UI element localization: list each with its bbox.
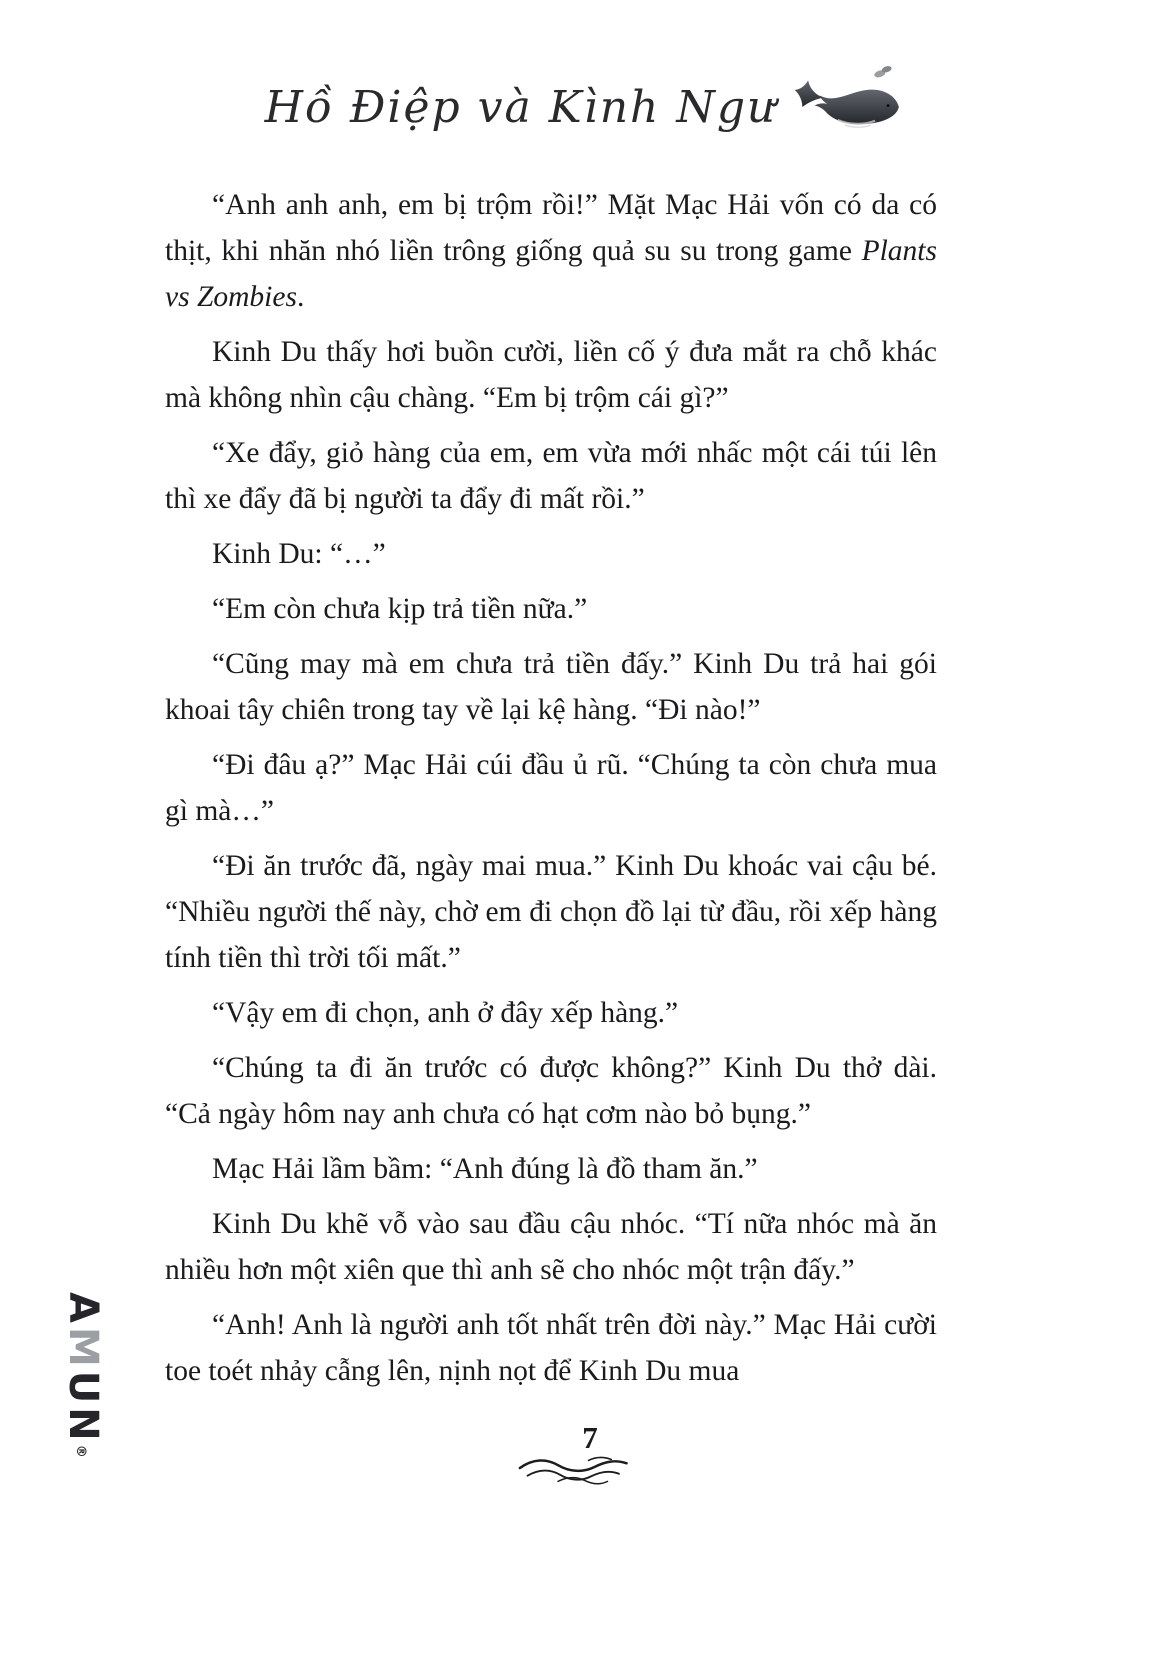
logo-letters: UN xyxy=(60,1370,106,1445)
paragraph-text: . xyxy=(296,281,305,313)
butterfly-icon xyxy=(873,65,893,79)
paragraph: “Anh! Anh là người anh tốt nhất trên đời này.” Mạc Hải cười toe toét nhảy cẫng lên, nịnh nọt để Kinh Du mua xyxy=(165,1309,937,1387)
paragraph: “Xe đẩy, giỏ hàng của em, em vừa mới nhấc một cái túi lên thì xe đẩy đã bị người ta đẩy đi mất rồi.” xyxy=(165,437,937,515)
registered-mark: ® xyxy=(73,1444,88,1458)
paragraph xyxy=(165,182,937,320)
paragraph: “Em còn chưa kịp trả tiền nữa.” xyxy=(212,593,588,625)
paragraph-text: “Anh anh anh, em bị trộm rồi!” Mặt Mạc Hải vốn có da có thịt, khi nhăn nhó liền trông giống quả su su trong game xyxy=(165,189,937,267)
whale-butterfly-icon xyxy=(793,62,901,142)
book-title: Hồ Điệp và Kình Ngư xyxy=(264,81,778,133)
paragraph: “Chúng ta đi ăn trước có được không?” Kinh Du thở dài. “Cả ngày hôm nay anh chưa có hạt cơm nào bỏ bụng.” xyxy=(165,1052,937,1130)
paragraph: Kinh Du khẽ vỗ vào sau đầu cậu nhóc. “Tí nữa nhóc mà ăn nhiều hơn một xiên que thì anh sẽ cho nhóc một trận đấy.” xyxy=(165,1208,937,1286)
chapter-header xyxy=(0,72,1166,142)
page-number: 7 xyxy=(582,1420,598,1455)
page-footer xyxy=(0,1422,1166,1489)
paragraph: “Đi đâu ạ?” Mạc Hải cúi đầu ủ rũ. “Chúng ta còn chưa mua gì mà…” xyxy=(165,749,937,827)
game-title-italic: Plants vs Zombies xyxy=(165,235,937,313)
story-text xyxy=(165,182,937,1403)
paragraph: Mạc Hải lầm bầm: “Anh đúng là đồ tham ăn.” xyxy=(212,1153,758,1185)
paragraph: Kinh Du: “…” xyxy=(212,538,386,570)
paragraph: “Đi ăn trước đã, ngày mai mua.” Kinh Du khoác vai cậu bé. “Nhiều người thế này, chờ em đi chọn đồ lại từ đầu, rồi xếp hàng tính tiền thì trời tối mất.” xyxy=(165,850,937,974)
paragraph: “Vậy em đi chọn, anh ở đây xếp hàng.” xyxy=(212,997,679,1029)
paragraph: “Cũng may mà em chưa trả tiền đấy.” Kinh Du trả hai gói khoai tây chiên trong tay về lại kệ hàng. “Đi nào!” xyxy=(165,648,937,726)
logo-letter: A xyxy=(60,1292,106,1327)
logo-letter-m: M xyxy=(60,1326,106,1371)
paragraph: Kinh Du thấy hơi buồn cười, liền cố ý đưa mắt ra chỗ khác mà không nhìn cậu chàng. “Em bị trộm cái gì?” xyxy=(165,336,937,414)
wave-decoration-icon xyxy=(516,1449,640,1489)
